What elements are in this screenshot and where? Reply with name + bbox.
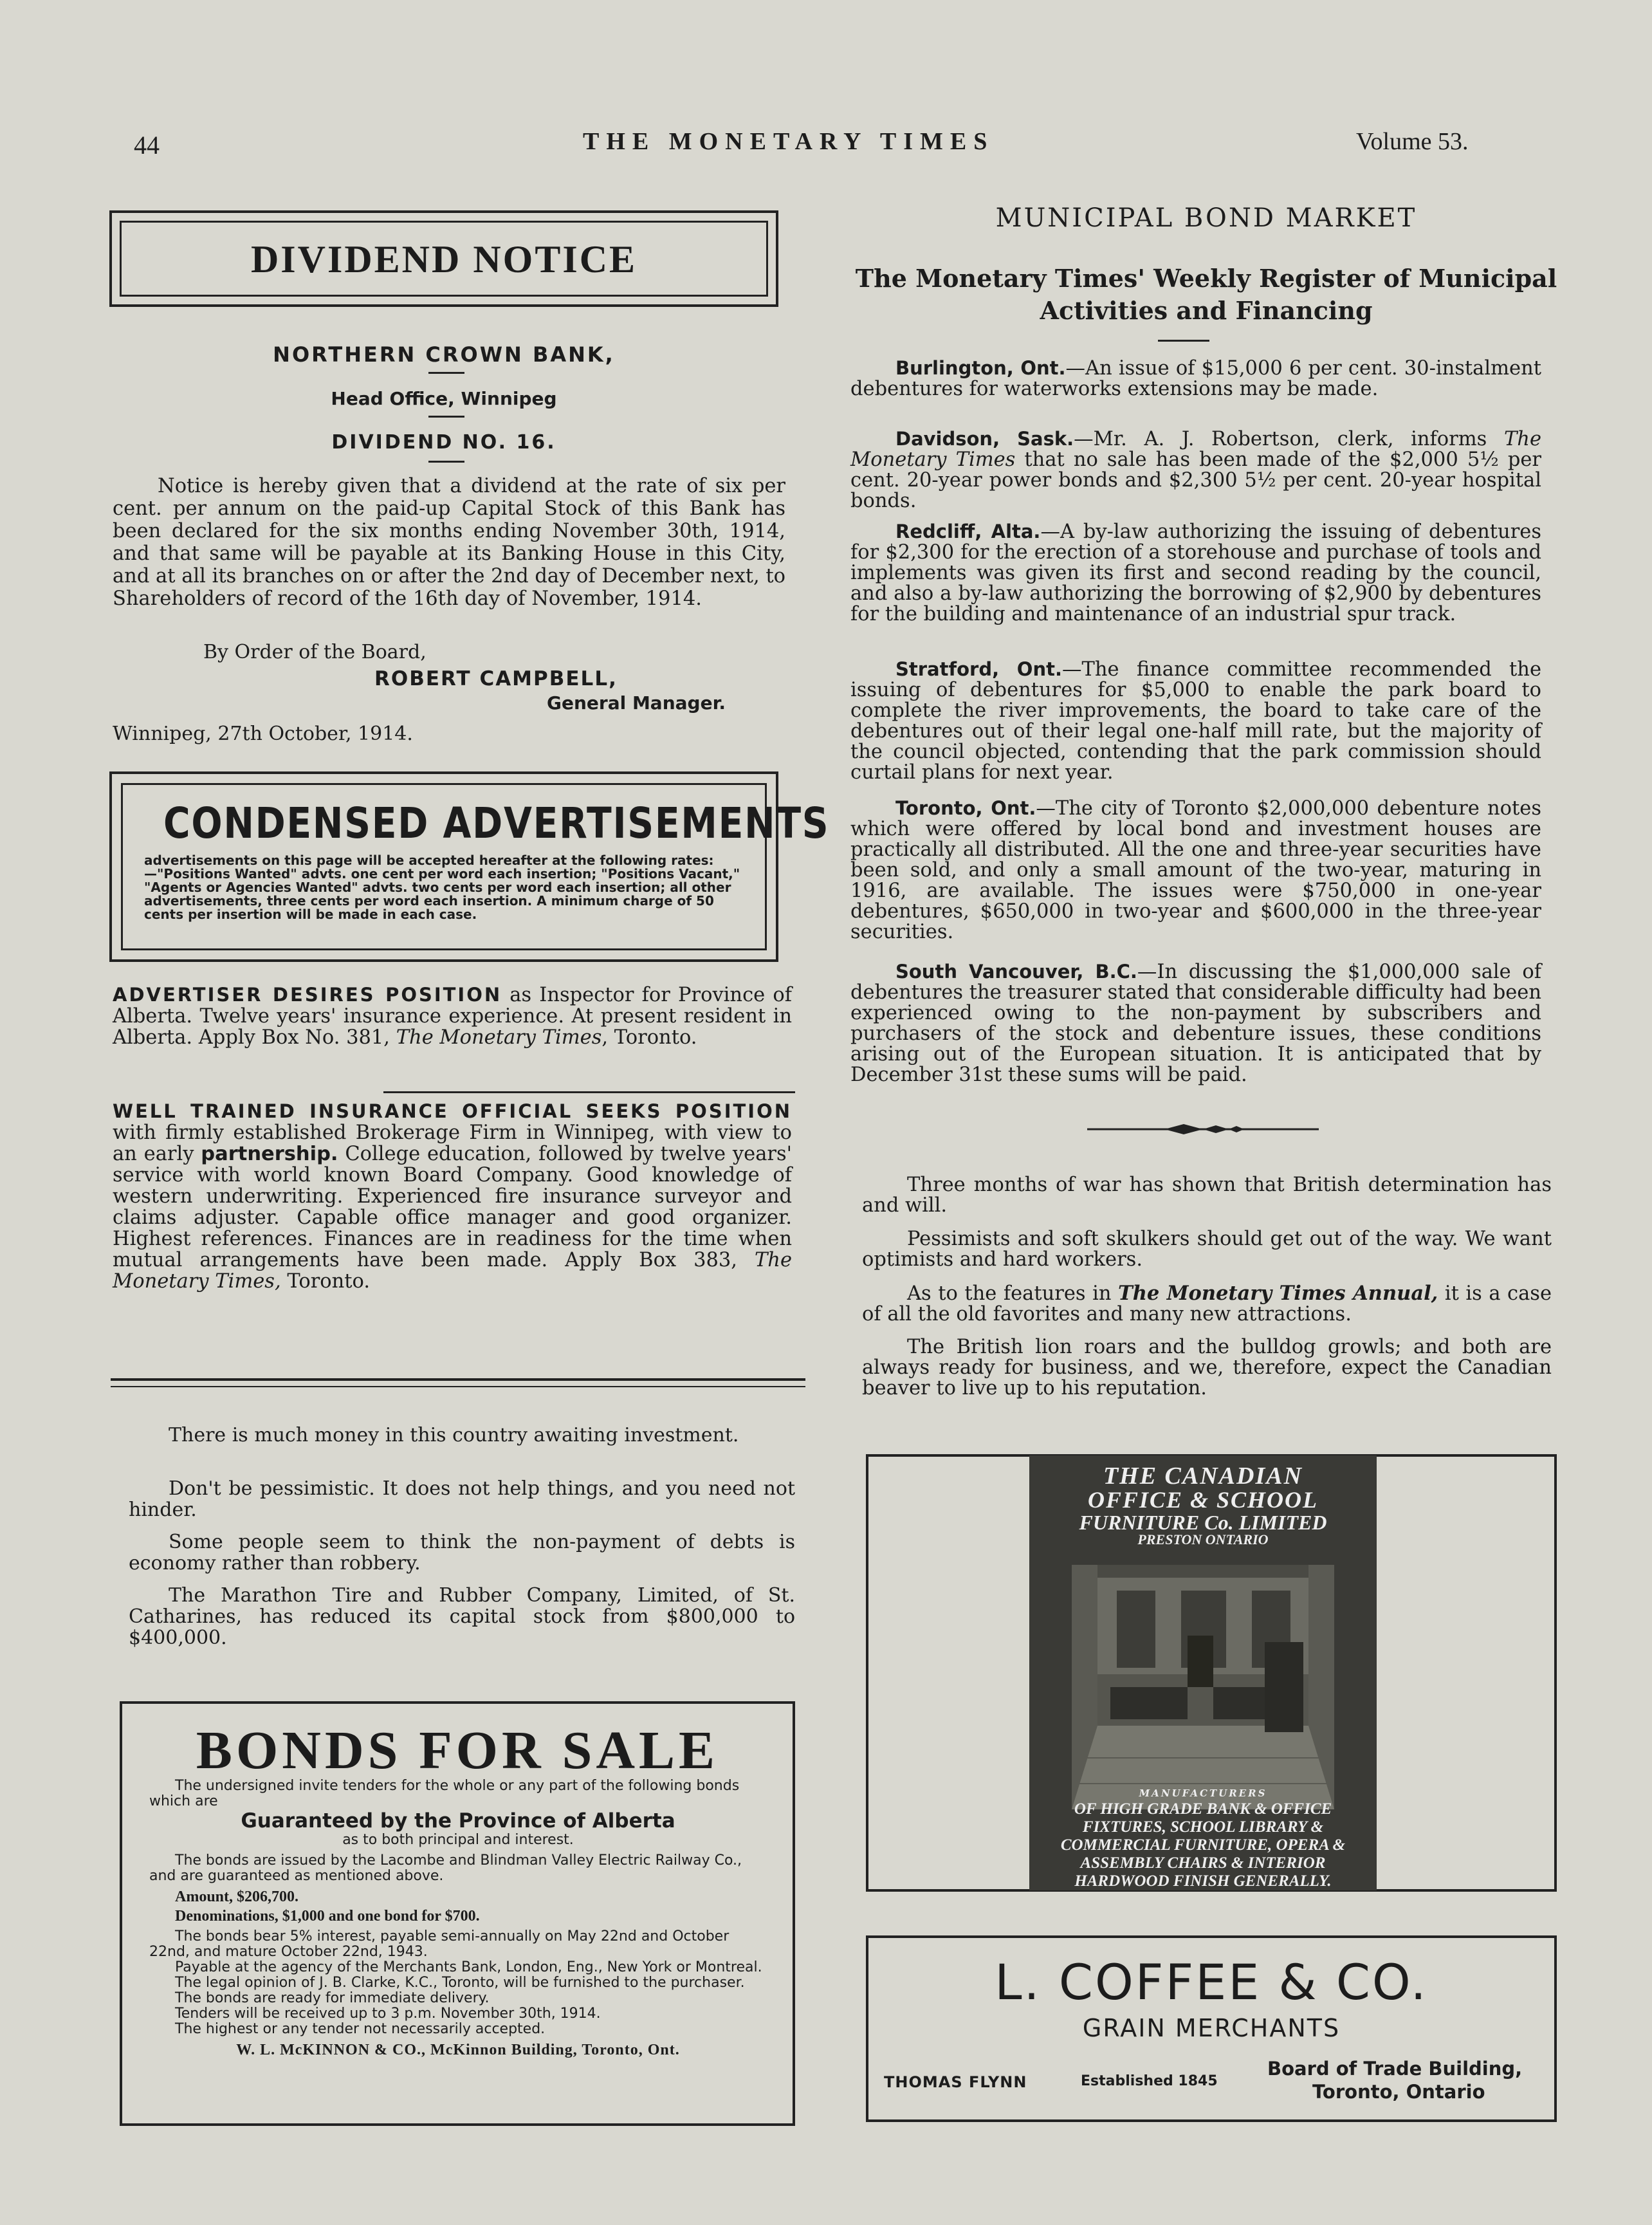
- entry-place: Burlington, Ont.: [895, 357, 1066, 379]
- bank-name: NORTHERN CROWN BANK,: [273, 342, 615, 367]
- signer-name: ROBERT CAMPBELL,: [374, 667, 618, 690]
- entry-text: —A by-law authorizing the issuing of debentures for $2,300 for the erection of a storehouse and purchase of tools and implements was given its first and second reading by the council, and also a by-law authorizing the borrowing of $2,900 by debentures for the building and maintenance of an industrial spur track.: [850, 521, 1541, 625]
- notice-place-date: Winnipeg, 27th October, 1914.: [113, 723, 413, 745]
- municipal-entry: [850, 798, 1541, 943]
- entry-text: —The city of Toronto $2,000,000 debenture notes which were offered by local bond and investment houses are practically all distributed. All the one and three-year securities have been sold, and only a small amount of the two-year, maturing in 1916, are available. The issues were $750,000 in one-year debentures, $650,000 in two-year and $600,000 in the three-year securities.: [850, 797, 1541, 943]
- municipal-entry: [850, 521, 1541, 625]
- entry-place: Stratford, Ont.: [895, 658, 1062, 680]
- divider: [111, 1378, 805, 1381]
- company-address: Toronto, Ontario: [1312, 2081, 1485, 2103]
- condensed-ads-box: [109, 771, 830, 962]
- dividend-notice-body: Notice is hereby given that a dividend at the rate of six per cent. per annum on the paid-up Capital Stock of this Bank has been declared for the six months ending November 30th, 1914, and that same will be payable at its Banking House in this City, and at all its branches on or after the 2nd day of December next, to Shareholders of record of the 16th day of November, 1914.: [113, 475, 785, 610]
- section-title: MUNICIPAL BOND MARKET: [995, 203, 1417, 233]
- ornament-divider: [1087, 1120, 1319, 1139]
- ad-text: as Inspector for Province of Alberta. Twelve years' insurance experience. At present resident in Alberta. Apply Box No. 381,: [113, 984, 792, 1049]
- condensed-ads-title: CONDENSED ADVERTISEMENTS: [163, 799, 830, 848]
- divider: [1158, 340, 1209, 342]
- entry-place: South Vancouver, B.C.: [895, 961, 1137, 983]
- by-order-line: By Order of the Board,: [203, 641, 427, 663]
- volume-label: Volume 53.: [1356, 128, 1469, 155]
- furniture-ad-location: PRESTON ONTARIO: [1137, 1531, 1269, 1547]
- paragraph-text: As to the features in: [907, 1282, 1119, 1305]
- divider: [383, 1091, 795, 1093]
- company-established: Established 1845: [1081, 2073, 1218, 2089]
- news-paragraph: Don't be pessimistic. It does not help things, and you need not hinder.: [129, 1477, 795, 1521]
- news-paragraph: Three months of war has shown that British determination has and will.: [862, 1174, 1552, 1217]
- divider: [428, 372, 464, 374]
- dividend-notice-title: DIVIDEND NOTICE: [250, 238, 638, 281]
- entry-text: —In discussing the $1,000,000 sale of debentures the treasurer stated that considerable difficulty had been experienced owing to the non-payment by subscribers and purchasers of the stock and debenture issues, these conditions arising out of the European situation. It is anticipated that by December 31st these sums will be paid.: [850, 961, 1541, 1086]
- office-interior-illustration: [1072, 1565, 1334, 1809]
- coffee-ad: [866, 1935, 1557, 2122]
- furniture-ad: [1029, 1455, 1377, 1890]
- bonds-footer: W. L. McKINNON & CO., McKinnon Building, Toronto, Ont.: [236, 2042, 680, 2058]
- entry-text: —An issue of $15,000 6 per cent. 30-instalment debentures for waterworks extensions may be made.: [850, 357, 1541, 400]
- company-name: L. COFFEE & CO.: [995, 1953, 1428, 2011]
- entry-text: —The finance committee recommended the issuing of debentures for $5,000 to enable the park board to complete the river improvements, the board to take care of the debentures out of their legal one-half mill rate, but the majority of the council objected, contending that the park commission should curtail plans for next year.: [850, 658, 1541, 784]
- ad-lead: ADVERTISER DESIRES POSITION: [113, 984, 502, 1006]
- bonds-amount: Amount, $206,700.: [175, 1888, 299, 1905]
- furniture-ad-products: OF HIGH GRADE BANK & OFFICE FIXTURES, SCHOOL LIBRARY & COMMERCIAL FURNITURE, OPERA & ASSEMBLY CHAIRS & INTERIOR HARDWOOD FINISH GENERALLY.: [1060, 1800, 1346, 1890]
- bonds-issued: The bonds are issued by the Lacombe and Blindman Valley Electric Railway Co., and are guaranteed as mentioned above.: [149, 1852, 742, 1884]
- bonds-intro: The undersigned invite tenders for the whole or any part of the following bonds which are: [149, 1778, 740, 1809]
- bonds-payable: Payable at the agency of the Merchants Bank, London, Eng., New York or Montreal.: [175, 1959, 762, 1975]
- ad-publication: The Monetary Times,: [113, 1249, 792, 1293]
- entry-text: —Mr. A. J. Robertson, clerk, informs: [1074, 428, 1504, 450]
- signer-title: General Manager.: [547, 692, 726, 714]
- news-paragraph: Pessimists and soft skulkers should get out of the way. We want optimists and hard workers.: [862, 1228, 1552, 1271]
- municipal-entry: [850, 358, 1541, 400]
- company-person: THOMAS FLYNN: [884, 2073, 1027, 2091]
- furniture-ad-line: OFFICE & SCHOOL: [1087, 1487, 1319, 1513]
- classified-ad: [113, 1101, 792, 1292]
- ad-lead: WELL TRAINED INSURANCE OFFICIAL SEEKS POSITION: [113, 1100, 792, 1122]
- ad-publication: The Monetary Times: [396, 1026, 602, 1049]
- head-office: Head Office, Winnipeg: [331, 388, 557, 409]
- divider: [111, 1386, 805, 1387]
- news-paragraph: [862, 1283, 1552, 1325]
- ad-tail: , Toronto.: [601, 1026, 697, 1049]
- municipal-entry: [850, 429, 1541, 512]
- bonds-interest: The bonds bear 5% interest, payable semi-annually on May 22nd and October 22nd, and mature October 22nd, 1943.: [149, 1928, 730, 1960]
- entry-text: that no sale has been made of the $2,000 5½ per cent. 20-year power bonds and $2,300 5½ per cent. 20-year hospital bonds.: [850, 448, 1542, 512]
- company-trade: GRAIN MERCHANTS: [1082, 2014, 1341, 2042]
- bonds-tenders: Tenders will be received up to 3 p.m. November 30th, 1914.: [175, 2006, 601, 2022]
- paragraph-text: it is a case of all the old favorites and many new attractions.: [862, 1282, 1552, 1325]
- page-number: 44: [134, 131, 160, 160]
- news-paragraph: The British lion roars and the bulldog growls; and both are always ready for business, and we, therefore, expect the Canadian beaver to live up to his reputation.: [862, 1336, 1552, 1399]
- ad-emphasis: partnership.: [201, 1143, 338, 1165]
- paragraph-publication: The Monetary Times Annual,: [1118, 1282, 1438, 1305]
- bonds-legal: The legal opinion of J. B. Clarke, K.C., Toronto, will be furnished to the purchaser.: [175, 1975, 745, 1991]
- news-paragraph: Some people seem to think the non-payment of debts is economy rather than robbery.: [129, 1531, 795, 1574]
- news-paragraph: There is much money in this country awaiting investment.: [169, 1424, 739, 1446]
- bonds-for-sale-ad: [120, 1701, 795, 2126]
- dividend-number: DIVIDEND NO. 16.: [331, 431, 556, 454]
- bonds-title: BONDS FOR SALE: [196, 1721, 719, 1780]
- register-title: The Monetary Times' Weekly Register of Municipal Activities and Financing: [855, 264, 1557, 325]
- furniture-ad-line: FURNITURE Co. LIMITED: [1079, 1511, 1327, 1534]
- bonds-principal: as to both principal and interest.: [342, 1832, 574, 1848]
- furniture-ad-line: THE CANADIAN: [1103, 1463, 1303, 1490]
- furniture-ad-label: MANUFACTURERS: [1139, 1787, 1267, 1799]
- divider: [428, 461, 464, 463]
- bonds-highest: The highest or any tender not necessarily accepted.: [175, 2021, 546, 2037]
- bonds-guarantee: Guaranteed by the Province of Alberta: [241, 1809, 675, 1833]
- news-paragraph: The Marathon Tire and Rubber Company, Limited, of St. Catharines, has reduced its capital stock from $800,000 to $400,000.: [129, 1584, 795, 1649]
- entry-place: Redcliff, Alta.: [895, 521, 1041, 542]
- municipal-entry: [850, 659, 1541, 783]
- entry-place: Davidson, Sask.: [895, 428, 1074, 450]
- ad-text: College education, followed by twelve years' service with world known Board Company. Good knowledge of western underwriting. Experienced fire insurance surveyor and claims adjuster. Capable office manager and good organizer. Highest references. Finances are in readiness for the time when mutual arrangements have been made. Apply Box 383,: [113, 1143, 792, 1271]
- entry-place: Toronto, Ont.: [895, 797, 1036, 819]
- company-address: Board of Trade Building,: [1267, 2058, 1523, 2080]
- condensed-ads-terms: advertisements on this page will be accepted hereafter at the following rates:—"Positions Wanted" advts. one cent per word each insertion; "Positions Vacant," "Agents or Agencies Wanted" advts. two cents per word each insertion; all other advertisements, three cents per word each insertion. A minimum charge of 50 cents per insertion will be made in each case.: [144, 853, 740, 922]
- entry-publication: The Monetary Times: [850, 428, 1541, 471]
- divider: [428, 416, 464, 418]
- dividend-notice-box: [109, 210, 778, 307]
- classified-ad: [113, 984, 792, 1048]
- ad-text: with firmly established Brokerage Firm in Winnipeg, with view to an early: [113, 1122, 792, 1165]
- municipal-entry: [850, 961, 1541, 1085]
- ad-tail: Toronto.: [280, 1270, 371, 1293]
- bonds-ready: The bonds are ready for immediate delivery.: [175, 1990, 490, 2006]
- bonds-denominations: Denominations, $1,000 and one bond for $700.: [175, 1908, 480, 1925]
- masthead: THE MONETARY TIMES: [583, 128, 995, 155]
- bonds-details: [149, 1778, 767, 2058]
